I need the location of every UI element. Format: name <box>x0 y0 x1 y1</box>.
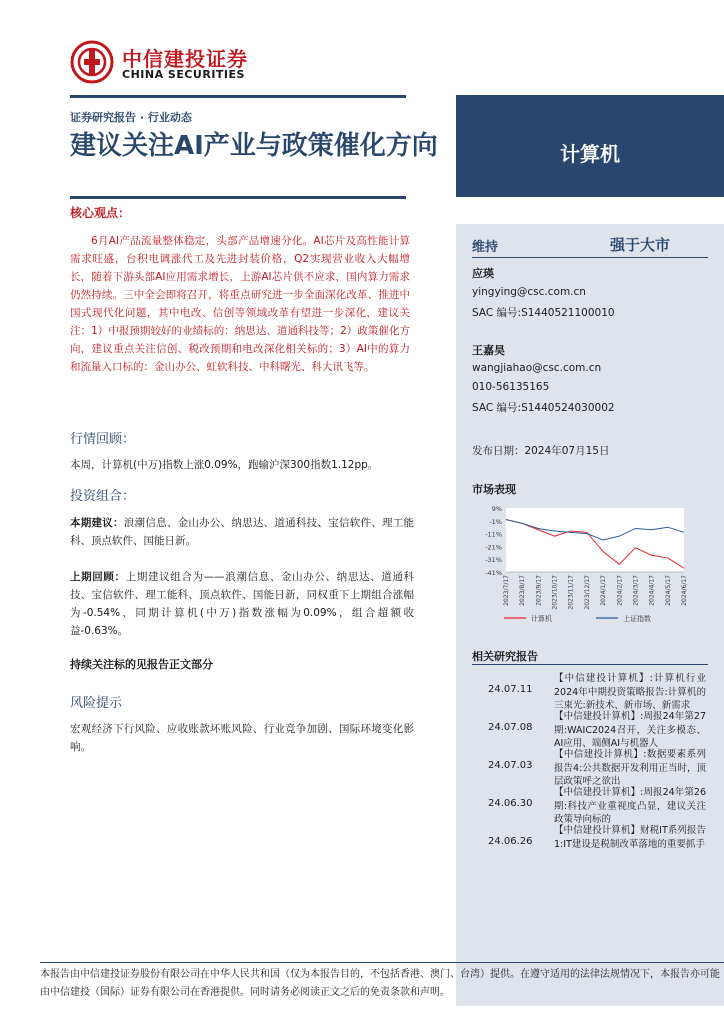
company-logo-icon <box>70 40 114 84</box>
rec-text: 浪潮信息、金山办公、纳思达、道通科技、宝信软件、理工能科、顶点软件、国能日新。 <box>70 517 415 547</box>
chart-y-tick-label: 9% <box>491 505 502 513</box>
related-report-date: 24.07.11 <box>488 684 533 695</box>
market-performance-chart <box>466 500 716 630</box>
footer-rule <box>40 962 724 963</box>
publish-date-value: 2024年07月15日 <box>524 445 610 457</box>
market-review-text: 本周，计算机(中万)指数上涨0.09%，跑输沪深300指数1.12pp。 <box>70 459 379 471</box>
chart-y-tick-label: -31% <box>485 556 502 565</box>
portfolio-last-review <box>70 568 414 640</box>
chart-y-tick-label: -21% <box>485 543 502 552</box>
core-view-text: 6月AI产品流量整体稳定，头部产品增速分化。AI芯片及高性能计算需求旺盛，台积电调涨代工及先进封装价格，Q2实现营业收入大幅增长，随着下游头部AI应用需求增长，上游AI芯片供不应求，国内算力需求仍然持续。三中全会即将召开，将重点研究进一步全面深化改革、推进中国式现代化问题，其中电改、信创等领域改革有望进一步深化，建议关注：1）中报预期较好的业绩标的：纳思达、道通科技等；2）政策催化方向，建议重点关注信创、税改预期和电改深化相关标的；3）AI中的算力和流量入口标的：金山办公、虹软科技、中科曙光、科大讯飞等。 <box>70 235 410 373</box>
chart-x-tick-label: 2024/6/17 <box>681 575 688 606</box>
analyst-2-name: 王嘉昊 <box>472 344 505 357</box>
chart-x-tick-label: 2024/3/17 <box>632 575 640 606</box>
publish-date-label: 发布日期： <box>472 445 525 457</box>
logo-text-en: CHINA SECURITIES <box>122 68 245 81</box>
related-report-item[interactable] <box>472 824 708 862</box>
chart-y-tick-label: -1% <box>489 517 502 526</box>
related-report-date: 24.07.08 <box>488 722 533 733</box>
related-report-title[interactable]: 【中信建投计算机】财税IT系列报告1:IT建设是税制改革落地的重要抓手 <box>554 825 706 850</box>
analyst-2-phone: 010-56135165 <box>472 381 550 393</box>
logo <box>70 40 250 86</box>
related-report-title[interactable]: 【中信建投计算机】:周报24年第26期:科技产业重视度凸显，建议关注政策导向标的 <box>554 787 706 825</box>
related-reports-list <box>472 670 708 970</box>
footer-disclaimer: 本报告由中信建投证券股份有限公司在中华人民共和国（仅为本报告目的，不包括香港、澳门、台湾）提供。在遵守适用的法律法规情况下，本报告亦可能由中信建投（国际）证券有限公司在香港提供。同时请务必阅读正文之后的免责条款和声明。 <box>40 969 720 998</box>
title-rule <box>70 196 406 199</box>
risk-heading: 风险提示 <box>70 696 123 711</box>
analyst-2-sac: SAC 编号:S1440524030002 <box>472 402 615 414</box>
rating-rule <box>472 257 708 258</box>
related-rule <box>472 664 708 665</box>
related-report-item[interactable] <box>472 786 708 824</box>
chart-x-tick-label: 2023/8/17 <box>519 575 527 606</box>
analyst-2-email[interactable]: wangjiahao@csc.com.cn <box>472 362 602 374</box>
chart-x-tick-label: 2024/5/17 <box>664 575 672 606</box>
chart-x-tick-label: 2023/10/17 <box>551 575 559 610</box>
related-report-item[interactable] <box>472 710 708 748</box>
chart-y-tick-label: -11% <box>485 530 502 539</box>
market-review-heading: 行情回顾： <box>70 432 136 447</box>
chart-x-tick-label: 2024/4/17 <box>648 575 656 606</box>
related-report-item[interactable] <box>472 748 708 786</box>
report-type: 证券研究报告 · 行业动态 <box>70 111 192 124</box>
market-performance-heading: 市场表现 <box>472 483 516 496</box>
portfolio-recommendation <box>70 514 414 550</box>
last-text: 上期建议组合为——浪潮信息、金山办公、纳思达、道通科技、宝信软件、理工能科、顶点软件、国能日新，同权重下上期组合涨幅为-0.54%，同期计算机(中万)指数涨幅为0.09%，组合超额收益-0.63%。 <box>70 571 415 637</box>
chart-x-tick-label: 2024/2/17 <box>616 575 624 606</box>
rating-action: 维持 <box>472 240 499 255</box>
header-rule <box>70 95 406 98</box>
chart-x-tick-label: 2023/7/17 <box>503 575 510 606</box>
page-title: 建议关注AI产业与政策催化方向 <box>70 131 438 161</box>
chart-x-tick-label: 2023/12/17 <box>583 575 591 610</box>
chart-plot-area <box>506 508 684 572</box>
analyst-1-email[interactable]: yingying@csc.com.cn <box>472 286 586 298</box>
publish-date <box>472 443 609 458</box>
related-report-date: 24.06.26 <box>488 836 533 847</box>
rec-label: 本期建议： <box>70 517 124 529</box>
followup-note: 持续关注标的见报告正文部分 <box>70 658 213 671</box>
analyst-1-sac: SAC 编号:S1440521100010 <box>472 307 615 319</box>
related-report-title[interactable]: 【中信建投计算机】:数据要素系列报告4:公共数据开发利用正当时，顶层政策呼之欲出 <box>554 749 706 787</box>
related-report-title[interactable]: 【中信建投计算机】:周报24年第27期:WAIC2024召开，关注多模态、AI应用、端侧AI与机器人 <box>554 711 706 749</box>
chart-x-tick-label: 2023/9/17 <box>535 575 543 606</box>
chart-legend-label: 上证指数 <box>623 615 651 623</box>
related-reports-heading: 相关研究报告 <box>472 650 538 663</box>
last-label: 上期回顾： <box>70 571 126 583</box>
related-report-date: 24.07.03 <box>488 760 533 771</box>
sector-name: 计算机 <box>560 142 620 166</box>
core-view-label: 核心观点： <box>70 206 131 220</box>
logo-text-cn: 中信建投证券 <box>122 47 248 71</box>
chart-x-tick-label: 2023/11/17 <box>567 575 575 610</box>
rating-value: 强于大市 <box>610 236 671 254</box>
related-report-date: 24.06.30 <box>488 798 533 809</box>
analyst-1-name: 应瑛 <box>472 267 494 280</box>
related-report-title[interactable]: 【中信建投计算机】:计算机行业2024年中期投资策略报告:计算机的三束光:新技术、新市场、新需求 <box>554 673 706 711</box>
chart-x-tick-label: 2024/1/17 <box>600 575 608 606</box>
chart-y-tick-label: -41% <box>485 569 502 577</box>
portfolio-heading: 投资组合： <box>70 489 136 504</box>
risk-text: 宏观经济下行风险、应收账款坏账风险、行业竞争加剧、国际环境变化影响。 <box>70 723 414 753</box>
related-report-item[interactable] <box>472 672 708 710</box>
chart-legend-label: 计算机 <box>531 615 552 623</box>
